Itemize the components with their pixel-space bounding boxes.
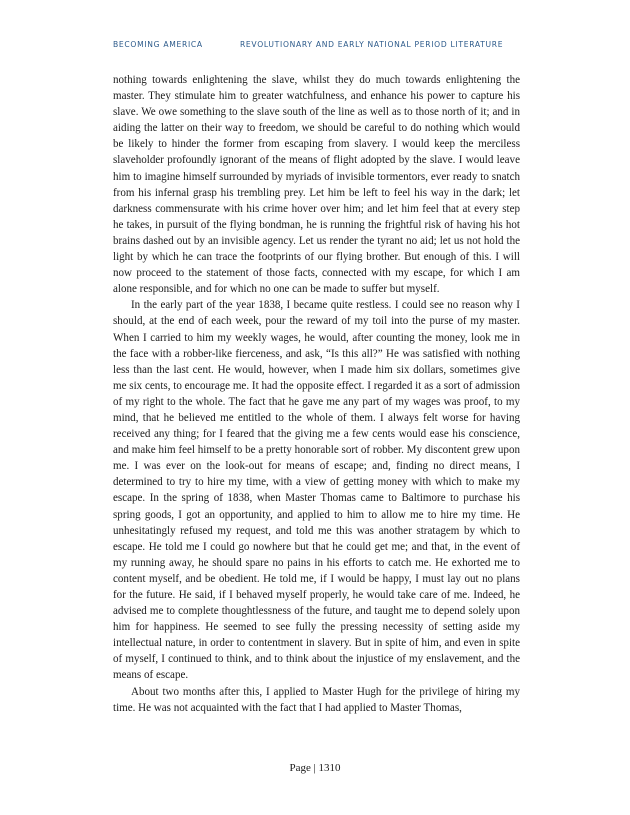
page-number: Page | 1310 [289, 762, 341, 774]
running-header [113, 40, 503, 49]
header-book-title: BECOMING AMERICA [113, 40, 203, 49]
body-text [113, 72, 520, 716]
paragraph-continuation: nothing towards enlightening the slave, whilst they do much towards enlightening the master. They stimulate him to greater watchfulness, and enhance his power to capture his slave. We owe something to the slave south of the line as well as to those north of it; and in aiding the latter on their way to freedom, we should be careful to do nothing which would be likely to hinder the former from escaping from slavery. I would keep the merciless slaveholder profoundly ignorant of the means of flight adopted by the slave. I would leave him to imagine himself surrounded by myriads of invisible tormentors, ever ready to snatch from his infernal grasp his trembling prey. Let him be left to feel his way in the dark; let darkness commensurate with his crime hover over him; and let him feel that at every step he takes, in pursuit of the flying bondman, he is running the frightful risk of having his hot brains dashed out by an invisible agency. Let us render the tyrant no aid; let us not hold the light by which he can trace the footprints of our flying brother. But enough of this. I will now proceed to the statement of those facts, connected with my escape, for which I am alone responsible, and for which no one can be made to suffer but myself. [113, 74, 520, 296]
header-section-title: REVOLUTIONARY AND EARLY NATIONAL PERIOD LITERATURE [239, 40, 504, 49]
paragraph: About two months after this, I applied to Master Hugh for the privilege of hiring my time. He was not acquainted with the fact that I had applied to Master Thomas, [113, 685, 520, 714]
paragraph: In the early part of the year 1838, I became quite restless. I could see no reason why I should, at the end of each week, pour the reward of my toil into the purse of my master. When I carried to him my weekly wages, he would, after counting the money, look me in the face with a robber-like fierceness, and ask, “Is this all?” He was satisfied with nothing less than the last cent. He would, however, when I made him six dollars, sometimes give me six cents, to encourage me. It had the opposite effect. I regarded it as a sort of admission of my right to the whole. The fact that he gave me any part of my wages was proof, to my mind, that he believed me entitled to the whole of them. I always felt worse for having received any thing; for I feared that the giving me a few cents would ease his conscience, and make him feel himself to be a pretty honorable sort of robber. My discontent grew upon me. I was ever on the look-out for means of escape; and, finding no direct means, I determined to try to hire my time, with a view of getting money with which to make my escape. In the spring of 1838, when Master Thomas came to Baltimore to purchase his spring goods, I got an opportunity, and applied to him to allow me to hire my time. He unhesitatingly refused my request, and told me this was another stratagem by which to escape. He told me I could go nowhere but that he could get me; and that, in the event of my running away, he should spare no pains in his efforts to catch me. He exhorted me to content myself, and be obedient. He told me, if I would be happy, I must lay out no plans for the future. He said, if I behaved myself properly, he would take care of me. Indeed, he advised me to complete thoughtlessness of the future, and taught me to depend solely upon him for happiness. He seemed to see fully the pressing necessity of setting aside my intellectual nature, in order to contentment in slavery. But in spite of him, and even in spite of myself, I continued to think, and to think about the injustice of my enslavement, and the means of escape. [113, 299, 520, 682]
